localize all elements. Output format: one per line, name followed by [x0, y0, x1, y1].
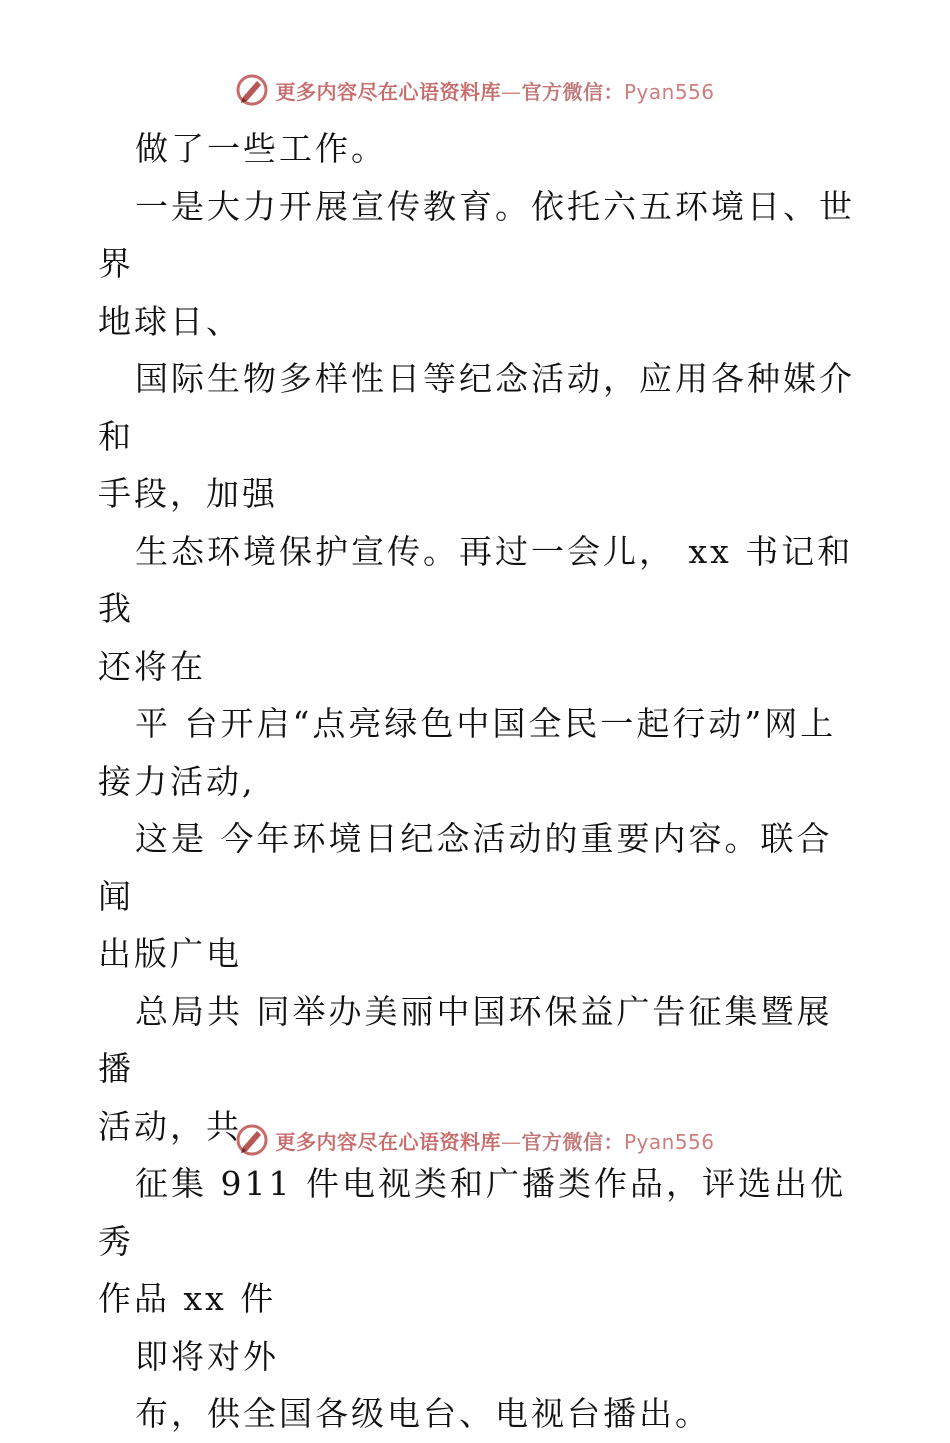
text-line-content: 地球日、: [98, 301, 242, 341]
text-line-content: 做了一些工作。: [135, 129, 387, 168]
text-line-content: 出版广电: [98, 934, 242, 973]
text-line: [98, 293, 858, 351]
header-separator: —: [500, 79, 522, 104]
body-text: [98, 120, 858, 1443]
text-line: [98, 120, 858, 178]
text-line-content: 接力活动,: [98, 761, 256, 801]
footer-main-text: 更多内容尽在心语资料库: [275, 1129, 501, 1154]
pen-logo-icon: [235, 1123, 269, 1157]
text-line: [98, 178, 858, 293]
footer-banner: [0, 1120, 950, 1160]
text-line: [98, 1328, 858, 1386]
text-line: [98, 695, 858, 753]
text-line: [98, 638, 858, 696]
pen-logo-icon: [235, 73, 269, 107]
text-line: [98, 810, 858, 925]
text-line-content: 这是 今年环境日纪念活动的重要内容。联合闻: [98, 819, 833, 916]
header-text: [275, 76, 714, 105]
text-line-content: 即将对外: [135, 1336, 279, 1376]
text-line-content: 平 台开启“点亮绿色中国全民一起行动”网上: [135, 704, 837, 743]
text-line-content: 总局共 同举办美丽中国环保益广告征集暨展播: [98, 991, 833, 1088]
text-line-content: 活动，共: [98, 1106, 242, 1146]
header-wechat-label: 官方微信：: [521, 79, 624, 104]
text-line-content: 作品 xx 件: [98, 1279, 277, 1318]
text-line-content: 一是大力开展宣传教育。依托六五环境日、世界: [98, 186, 855, 283]
footer-text: [275, 1126, 714, 1155]
text-line-content: 国际生物多样性日等纪念活动，应用各种媒介和: [98, 359, 855, 456]
footer-separator: —: [500, 1129, 522, 1154]
text-line-content: 征集 911 件电视类和广播类作品，评选出优秀: [98, 1164, 846, 1261]
header-banner: [0, 70, 950, 110]
text-line: [98, 1385, 858, 1443]
header-main-text: 更多内容尽在心语资料库: [275, 79, 501, 104]
text-line-content: 布，供全国各级电台、电视台播出。: [135, 1394, 711, 1433]
text-line: [98, 1270, 858, 1328]
footer-wechat-id: Pyan556: [623, 1129, 715, 1154]
text-line-content: 手段，加强: [98, 474, 278, 513]
text-line: [98, 465, 858, 523]
text-line-content: 生态环境保护宣传。再过一会儿， xx 书记和我: [98, 531, 854, 628]
text-line: [98, 523, 858, 638]
text-line: [98, 983, 858, 1098]
header-wechat-id: Pyan556: [623, 79, 715, 104]
text-line: [98, 350, 858, 465]
text-line: [98, 925, 858, 983]
text-line: [98, 1155, 858, 1270]
text-line-content: 还将在: [98, 646, 206, 686]
footer-wechat-label: 官方微信：: [521, 1129, 624, 1154]
text-line: [98, 753, 858, 811]
